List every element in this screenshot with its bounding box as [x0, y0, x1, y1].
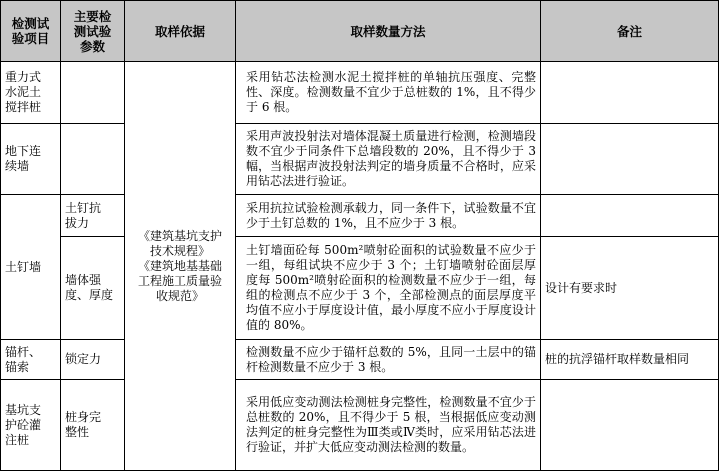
row1-remark [541, 62, 719, 124]
table-row [1, 195, 719, 237]
table-row [1, 340, 719, 380]
row2-method: 采用声波投射法对墙体混凝土质量进行检测，检测墙段数不宜少于同条件下总墙段数的 20%，且不得少于 3 幅，当根据声波投射法判定的墙身质量不合格时，应采用钻芯法进行验证。 [236, 124, 541, 195]
row4-method: 土钉墙面砼每 500m²喷射砼面积的试验数量不应少于一组，每组试块不应少于 3 个；土钉墙喷射砼面层厚度每 500m²喷射砼面积的检测数量不应少于一组，每组的检测点不应少于 3 个，全部检测点的面层厚度平均值不应小于厚度设计值，最小厚度不应小于厚度设计值的 80%。 [236, 237, 541, 340]
row1-item: 重力式 水泥土 搅拌桩 [1, 62, 61, 124]
table-row [1, 237, 719, 340]
table-row [1, 380, 719, 471]
row1-method: 采用钻芯法检测水泥土搅拌桩的单轴抗压强度、完整性、深度。检测数量不宜少于总桩数的 1%，且不得少于 6 根。 [236, 62, 541, 124]
row3-remark [541, 195, 719, 237]
header-params: 主要检 测试验 参数 [61, 1, 125, 62]
table-row [1, 62, 719, 124]
row6-params: 桩身完 整性 [61, 380, 125, 471]
header-row [1, 1, 719, 62]
row2-item: 地下连 续墙 [1, 124, 61, 195]
row1-params [61, 62, 125, 124]
row2-remark [541, 124, 719, 195]
header-method: 取样数量方法 [236, 1, 541, 62]
row5-remark: 桩的抗浮锚杆取样数量相同 [541, 340, 719, 380]
row4-remark: 设计有要求时 [541, 237, 719, 340]
row3-method: 采用抗拉试验检测承载力，同一条件下，试验数量不宜少于土钉总数的 1%，且不应少于 3 根。 [236, 195, 541, 237]
row5-params: 锁定力 [61, 340, 125, 380]
table-row [1, 124, 719, 195]
row4-params: 墙体强 度、厚度 [61, 237, 125, 340]
row5-item: 锚杆、 锚索 [1, 340, 61, 380]
row3-item: 土钉墙 [1, 195, 61, 340]
row6-method: 采用低应变动测法检测桩身完整性，检测数量不宜少于总桩数的 20%，且不得少于 5 根，当根据低应变动测法判定的桩身完整性为Ⅲ类或Ⅳ类时，应采用钻芯法进行验证，并扩大低应变动测法检测的数量。 [236, 380, 541, 471]
row5-method: 检测数量不应少于锚杆总数的 5%，且同一土层中的锚杆检测数量不应少于 3 根。 [236, 340, 541, 380]
header-remark: 备注 [541, 1, 719, 62]
basis-cell: 《建筑基坑支护 技术规程》 《建筑地基基础 工程施工质量验 收规范》 [125, 62, 236, 471]
row6-remark [541, 380, 719, 471]
header-item: 检测试 验项目 [1, 1, 61, 62]
row3-params: 土钉抗 拔力 [61, 195, 125, 237]
row2-params [61, 124, 125, 195]
row6-item: 基坑支 护砼灌 注桩 [1, 380, 61, 471]
header-basis: 取样依据 [125, 1, 236, 62]
